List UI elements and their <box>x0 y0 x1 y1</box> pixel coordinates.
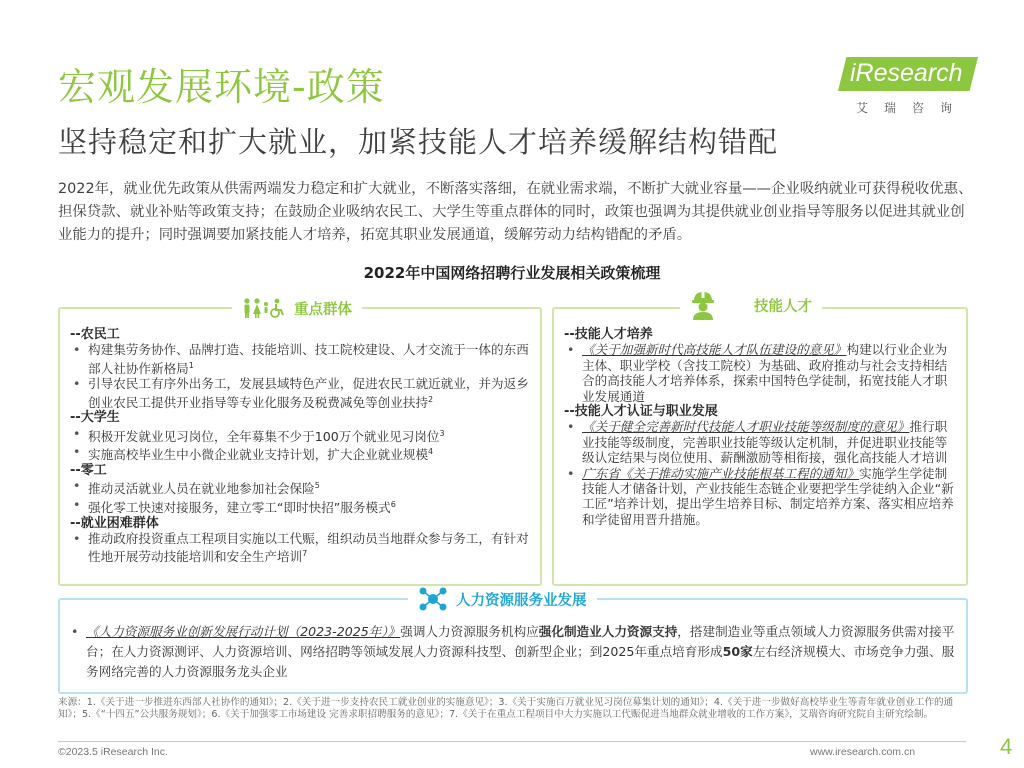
list-item <box>70 478 532 497</box>
copyright: ©2023.5 iResearch Inc. <box>58 746 168 758</box>
list-item <box>70 444 532 463</box>
intro-paragraph: 2022年，就业优先政策从供需两端发力稳定和扩大就业，不断落实落细，在就业需求端，不断扩大就业容量——企业吸纳就业可获得税收优惠、担保贷款、就业补贴等政策支持；在鼓励企业吸纳农民工、大学生等重点群体的同时，政策也强调为其提供就业创业指导等服务以促进其就业创业能力的提升；同时强调要加紧技能人才培养，拓宽其职业发展通道，缓解劳动力结构错配的矛盾。 <box>58 181 973 243</box>
policy-document-title: 广东省《关于推动实施产业技能根基工程的通知》 <box>582 465 860 481</box>
policy-document-title: 《人力资源服务业创新发展行动计划（2023-2025年）》 <box>86 624 401 639</box>
footnote-marker: 5 <box>314 481 320 491</box>
list-item-text: 强调人力资源服务机构应 <box>400 624 539 639</box>
policy-document-title: 《关于加强新时代高技能人才队伍建设的意见》 <box>582 342 847 358</box>
page-title: 宏观发展环境-政策 <box>58 65 385 109</box>
list-item <box>68 622 956 682</box>
footnote-marker: 1 <box>188 360 194 370</box>
list-item <box>70 497 532 516</box>
page-number: 4 <box>1000 734 1013 759</box>
list-item <box>70 342 532 376</box>
footer-divider <box>58 741 966 742</box>
list-item-text: 强化零工快速对接服务，建立零工“即时快招”服务模式 <box>88 500 391 516</box>
list-item <box>564 466 958 528</box>
footnote-marker: 2 <box>428 394 434 404</box>
group-heading-training: --技能人才培养 <box>564 327 653 342</box>
group-heading-certification: --技能人才认证与职业发展 <box>564 404 718 420</box>
list-item-text: 构建以行业企业为主体、职业学校（含技工院校）为基础、政府推动与社会支持相结合的高技能人才培养体系，探索中国特色学徒制，拓宽技能人才职业发展通道 <box>582 342 948 404</box>
key-groups-content <box>70 327 532 565</box>
list-item <box>564 342 958 404</box>
list-item-text: 推动政府投资重点工程项目实施以工代赈，组织动员当地群众参与务工，有针对性地开展劳动技能培训和安全生产培训 <box>88 531 529 565</box>
list-item <box>70 426 532 445</box>
group-heading-hard-to-employ: --就业困难群体 <box>70 515 159 531</box>
list-item <box>70 376 532 410</box>
footnote-marker: 4 <box>428 447 434 457</box>
skilled-talent-header <box>680 289 822 321</box>
website-link[interactable]: www.iresearch.com.cn <box>810 746 916 758</box>
group-heading-gig-workers: --零工 <box>70 463 107 478</box>
logo-text: iResearch <box>850 59 963 87</box>
list-item-text: 实施学生学徒制技能人才储备计划，产业技能生态链企业要把学生学徒纳入企业“新工匠”培养计划，提出学生培养目标、制定培养方案、落实相应培养和学徒留用晋升措施。 <box>582 465 954 527</box>
list-item <box>564 419 958 465</box>
highlight-text: 强化制造业人力资源支持 <box>538 624 678 639</box>
list-item <box>70 531 532 565</box>
group-heading-graduates: --大学生 <box>70 410 120 426</box>
highlight-number: 50家 <box>722 644 753 659</box>
key-groups-label: 重点群体 <box>294 301 352 318</box>
skilled-talent-panel <box>552 298 968 586</box>
footnote-marker: 6 <box>390 500 396 509</box>
hr-services-label: 人力资源服务业发展 <box>456 592 587 609</box>
policy-document-title: 《关于健全完善新时代技能人才职业技能等级制度的意见》 <box>582 419 910 435</box>
list-item-text: 积极开发就业见习岗位，全年募集不少于100万个就业见习岗位 <box>88 429 440 444</box>
list-item-text: 左右经济规模大、市场竞争力强、服务网络完善的人力资源服务龙头企业 <box>86 644 955 679</box>
list-item-text: 构建集劳务协作、品牌打造、技能培训、技工院校建设、人才交流于一体的东西部人社协作新格局 <box>88 342 529 376</box>
footnote-marker: 3 <box>439 428 445 438</box>
skilled-talent-label: 技能人才 <box>754 298 812 315</box>
hr-services-panel <box>58 592 968 694</box>
network-nodes-icon <box>418 586 448 612</box>
list-item-text: 推行职业技能等级制度，完善职业技能等级认定机制，并促进职业技能等级认定结果与岗位使用、薪酬激励等相衔接，强化高技能人才培训 <box>582 419 948 466</box>
hr-services-content <box>68 622 956 682</box>
key-groups-panel <box>58 301 542 586</box>
section-title: 2022年中国网络招聘行业发展相关政策梳理 <box>363 264 661 282</box>
people-group-icon <box>242 298 286 318</box>
footnote-marker: 7 <box>302 549 308 559</box>
page-subtitle: 坚持稳定和扩大就业，加紧技能人才培养缓解结构错配 <box>58 125 779 159</box>
worker-helmet-icon <box>690 290 716 320</box>
iresearch-logo <box>838 52 978 122</box>
list-item-text: 实施高校毕业生中小微企业就业支持计划，扩大企业就业规模 <box>88 447 429 463</box>
list-item-text: 推动灵活就业人员在就业地参加社会保险 <box>88 481 315 497</box>
key-groups-header <box>232 295 362 321</box>
list-item-text: 引导农民工有序外出务工，发展县域特色产业，促进农民工就近就业，并为返乡创业农民工提供开业指导等专业化服务及税费减免等创业扶持 <box>88 376 529 410</box>
skilled-talent-content <box>564 327 958 527</box>
logo-chinese-text: 艾瑞咨询 <box>856 101 969 115</box>
source-note: 来源：1.《关于进一步推进东西部人社协作的通知》；2.《关于进一步支持农民工就业创业的实施意见》；3.《关于实施百万就业见习岗位募集计划的通知》；4.《关于进一步做好高校毕业生等青年就业创业工作的通知》；5.《“十四五”公共服务规划》；6.《关于加强零工市场建设 完善求职招聘服务的意见》；7.《关于在重点工程项目中大力实施以工代赈促进当地群众就业增收的工作方案》，艾瑞咨询研究院自主研究绘制。 <box>58 697 954 720</box>
group-heading-migrant-workers: --农民工 <box>70 327 120 342</box>
hr-services-header <box>408 586 597 612</box>
list-item-text: ，搭建制造业等重点领域人力资源服务供需对接平台；在人力资源测评、人力资源培训、网络招聘等领域发展人力资源科技型、创新型企业；到2025年重点培育形成 <box>86 624 955 659</box>
